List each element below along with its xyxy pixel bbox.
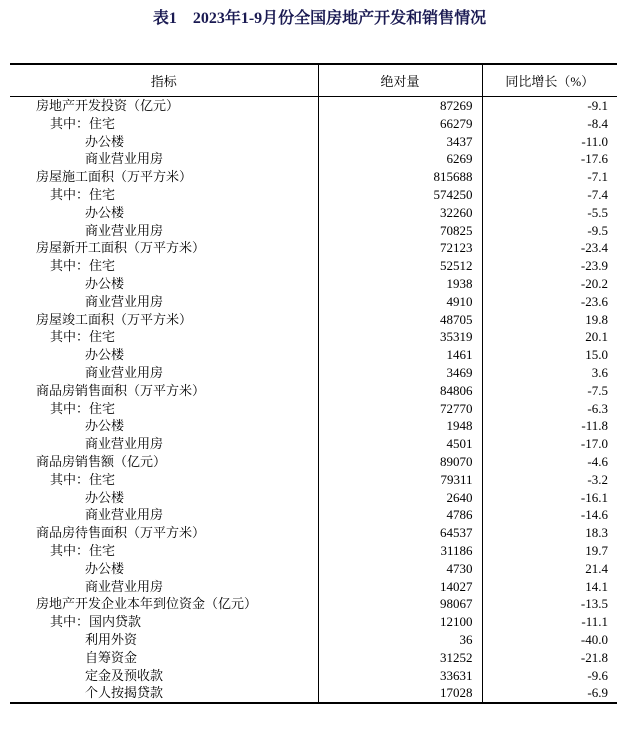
table-row	[10, 204, 617, 222]
growth-value-cell: 20.1	[482, 328, 617, 346]
absolute-value-cell: 33631	[318, 667, 482, 685]
growth-value-cell: 19.7	[482, 542, 617, 560]
growth-value-cell: -8.4	[482, 115, 617, 133]
growth-value-cell: -13.5	[482, 595, 617, 613]
absolute-value-cell: 17028	[318, 684, 482, 703]
absolute-value-cell: 31252	[318, 649, 482, 667]
table-row	[10, 578, 617, 596]
table-row	[10, 684, 617, 703]
table-row	[10, 133, 617, 151]
absolute-value-cell: 12100	[318, 613, 482, 631]
growth-value-cell: -11.1	[482, 613, 617, 631]
growth-value-cell: -9.5	[482, 222, 617, 240]
table-row	[10, 649, 617, 667]
absolute-value-cell: 84806	[318, 382, 482, 400]
table-row	[10, 417, 617, 435]
absolute-value-cell: 4910	[318, 293, 482, 311]
indicator-cell: 房屋施工面积（万平方米）	[36, 169, 193, 185]
header-row	[10, 64, 617, 97]
absolute-value-cell: 66279	[318, 115, 482, 133]
absolute-value-cell: 36	[318, 631, 482, 649]
indicator-cell: 房地产开发企业本年到位资金（亿元）	[36, 596, 258, 612]
indicator-cell: 商业营业用房	[85, 507, 164, 523]
page-title: 表1 2023年1-9月份全国房地产开发和销售情况	[152, 10, 487, 27]
growth-value-cell: -14.6	[482, 506, 617, 524]
indicator-cell: 商业营业用房	[85, 222, 164, 238]
indicator-cell: 定金及预收款	[85, 667, 164, 683]
indicator-cell: 办公楼	[85, 204, 125, 220]
table-row	[10, 667, 617, 685]
indicator-cell: 商品房销售面积（万平方米）	[36, 382, 206, 398]
absolute-value-cell: 32260	[318, 204, 482, 222]
indicator-cell: 商业营业用房	[85, 151, 164, 167]
table-row	[10, 311, 617, 329]
table-row	[10, 400, 617, 418]
indicator-cell: 商品房待售面积（万平方米）	[36, 525, 206, 541]
table-row	[10, 293, 617, 311]
absolute-value-cell: 574250	[318, 186, 482, 204]
growth-value-cell: 21.4	[482, 560, 617, 578]
growth-value-cell: -23.9	[482, 257, 617, 275]
absolute-value-cell: 64537	[318, 524, 482, 542]
indicator-cell: 其中：住宅	[50, 186, 116, 202]
table-row	[10, 506, 617, 524]
growth-value-cell: 14.1	[482, 578, 617, 596]
indicator-cell: 其中：住宅	[50, 542, 116, 558]
indicator-cell: 商业营业用房	[85, 364, 164, 380]
table-row	[10, 471, 617, 489]
growth-value-cell: -7.5	[482, 382, 617, 400]
growth-value-cell: -21.8	[482, 649, 617, 667]
growth-value-cell: -6.3	[482, 400, 617, 418]
absolute-value-cell: 1948	[318, 417, 482, 435]
column-header-growth: 同比增长（%）	[482, 64, 617, 97]
growth-value-cell: -20.2	[482, 275, 617, 293]
growth-value-cell: -3.2	[482, 471, 617, 489]
absolute-value-cell: 4730	[318, 560, 482, 578]
growth-value-cell: -40.0	[482, 631, 617, 649]
absolute-value-cell: 6269	[318, 150, 482, 168]
growth-value-cell: 15.0	[482, 346, 617, 364]
absolute-value-cell: 2640	[318, 489, 482, 507]
table-row	[10, 364, 617, 382]
table-row	[10, 168, 617, 186]
absolute-value-cell: 70825	[318, 222, 482, 240]
absolute-value-cell: 4786	[318, 506, 482, 524]
absolute-value-cell: 31186	[318, 542, 482, 560]
table-row	[10, 631, 617, 649]
absolute-value-cell: 3437	[318, 133, 482, 151]
growth-value-cell: -6.9	[482, 684, 617, 703]
growth-value-cell: -23.4	[482, 239, 617, 257]
growth-value-cell: -9.1	[482, 97, 617, 115]
table-header	[10, 64, 617, 97]
indicator-cell: 商业营业用房	[85, 436, 164, 452]
table-row	[10, 150, 617, 168]
table-body	[10, 97, 617, 704]
absolute-value-cell: 3469	[318, 364, 482, 382]
table-row	[10, 222, 617, 240]
column-header-indicator: 指标	[10, 64, 318, 97]
table-row	[10, 275, 617, 293]
indicator-cell: 办公楼	[85, 489, 125, 505]
table-row	[10, 595, 617, 613]
absolute-value-cell: 72770	[318, 400, 482, 418]
growth-value-cell: -11.8	[482, 417, 617, 435]
growth-value-cell: -16.1	[482, 489, 617, 507]
absolute-value-cell: 87269	[318, 97, 482, 115]
table-row	[10, 613, 617, 631]
table-row	[10, 560, 617, 578]
absolute-value-cell: 72123	[318, 239, 482, 257]
growth-value-cell: -11.0	[482, 133, 617, 151]
table-row	[10, 524, 617, 542]
table-row	[10, 382, 617, 400]
table-row	[10, 346, 617, 364]
absolute-value-cell: 89070	[318, 453, 482, 471]
growth-value-cell: 18.3	[482, 524, 617, 542]
indicator-cell: 商品房销售额（亿元）	[36, 453, 167, 469]
absolute-value-cell: 48705	[318, 311, 482, 329]
indicator-cell: 其中：住宅	[50, 115, 116, 131]
absolute-value-cell: 14027	[318, 578, 482, 596]
column-header-absolute: 绝对量	[318, 64, 482, 97]
indicator-cell: 房屋新开工面积（万平方米）	[36, 240, 206, 256]
table-row	[10, 328, 617, 346]
absolute-value-cell: 52512	[318, 257, 482, 275]
growth-value-cell: -7.4	[482, 186, 617, 204]
table-row	[10, 115, 617, 133]
absolute-value-cell: 98067	[318, 595, 482, 613]
indicator-cell: 办公楼	[85, 560, 125, 576]
growth-value-cell: -5.5	[482, 204, 617, 222]
growth-value-cell: -4.6	[482, 453, 617, 471]
absolute-value-cell: 815688	[318, 168, 482, 186]
indicator-cell: 办公楼	[85, 133, 125, 149]
indicator-cell: 其中：住宅	[50, 258, 116, 274]
growth-value-cell: 3.6	[482, 364, 617, 382]
indicator-cell: 办公楼	[85, 418, 125, 434]
indicator-cell: 利用外资	[85, 631, 138, 647]
indicator-cell: 商业营业用房	[85, 293, 164, 309]
indicator-cell: 自筹资金	[85, 649, 138, 665]
table-row	[10, 257, 617, 275]
indicator-cell: 商业营业用房	[85, 578, 164, 594]
indicator-cell: 房地产开发投资（亿元）	[36, 98, 180, 113]
growth-value-cell: -23.6	[482, 293, 617, 311]
absolute-value-cell: 4501	[318, 435, 482, 453]
indicator-cell: 办公楼	[85, 347, 125, 363]
growth-value-cell: 19.8	[482, 311, 617, 329]
absolute-value-cell: 1461	[318, 346, 482, 364]
indicator-cell: 房屋竣工面积（万平方米）	[36, 311, 193, 327]
indicator-cell: 办公楼	[85, 275, 125, 291]
growth-value-cell: -7.1	[482, 168, 617, 186]
table-row	[10, 542, 617, 560]
table-row	[10, 97, 617, 115]
absolute-value-cell: 35319	[318, 328, 482, 346]
absolute-value-cell: 1938	[318, 275, 482, 293]
indicator-cell: 其中：住宅	[50, 329, 116, 345]
growth-value-cell: -9.6	[482, 667, 617, 685]
table-row	[10, 435, 617, 453]
indicator-cell: 个人按揭贷款	[85, 685, 164, 701]
indicator-cell: 其中：住宅	[50, 400, 116, 416]
table-row	[10, 489, 617, 507]
real-estate-stats-table	[10, 63, 617, 704]
table-row	[10, 453, 617, 471]
growth-value-cell: -17.6	[482, 150, 617, 168]
growth-value-cell: -17.0	[482, 435, 617, 453]
absolute-value-cell: 79311	[318, 471, 482, 489]
indicator-cell: 其中：住宅	[50, 471, 116, 487]
table-row	[10, 186, 617, 204]
indicator-cell: 其中：国内贷款	[50, 614, 142, 630]
table-row	[10, 239, 617, 257]
